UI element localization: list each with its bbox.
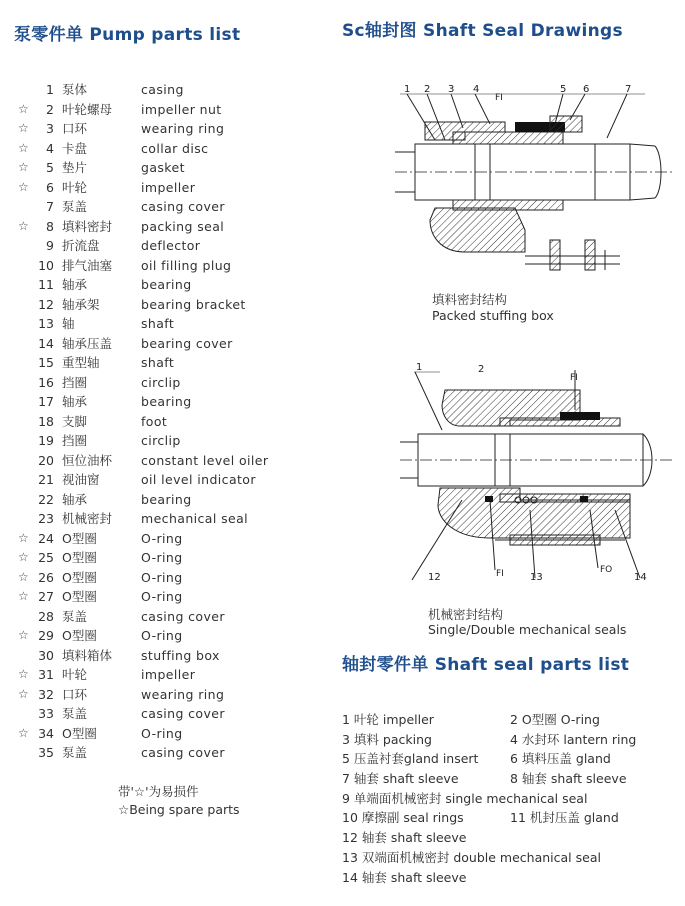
part-name-cn: 折流盘 — [62, 238, 100, 253]
part-name-cn: 填料密封 — [62, 218, 113, 234]
part-name-en: circlip — [141, 433, 181, 448]
part-name-en: casing cover — [141, 199, 225, 214]
part-name-en: O-ring — [141, 569, 183, 585]
part-star: ☆ — [18, 140, 29, 155]
part-star: ☆ — [18, 160, 29, 174]
seal-part-item: 9 单端面机械密封 single mechanical seal — [342, 790, 588, 806]
part-name-cn: 轴 — [62, 316, 75, 331]
part-star: ☆ — [18, 121, 29, 135]
part-name-en: constant level oiler — [141, 452, 269, 468]
part-number: 16 — [38, 374, 54, 390]
part-name-en: oil level indicator — [141, 472, 256, 487]
pump-part-row — [14, 626, 334, 646]
part-name-cn: 泵体 — [62, 82, 88, 97]
drawing1-label-3: 3 — [448, 84, 455, 95]
part-number: 8 — [46, 218, 54, 234]
pump-part-row — [14, 373, 334, 393]
pump-part-row — [14, 158, 334, 178]
pump-part-row — [14, 646, 334, 666]
part-number: 13 — [38, 316, 54, 331]
part-name-en: mechanical seal — [141, 511, 249, 526]
part-star: ☆ — [18, 589, 29, 603]
shaft-seal-parts-list — [342, 710, 682, 887]
part-name-en: wearing ring — [141, 121, 225, 136]
part-name-cn: 泵盖 — [62, 608, 88, 624]
seal-part-row — [342, 710, 682, 730]
part-number: 12 — [38, 296, 54, 312]
part-number: 26 — [38, 569, 54, 585]
part-name-en: impeller nut — [141, 101, 222, 117]
part-number: 7 — [46, 199, 54, 214]
seal-part-row — [342, 828, 682, 848]
seal-part-item: 14 轴套 shaft sleeve — [342, 869, 467, 885]
drawing1-label-2: 2 — [424, 84, 431, 95]
pump-part-row — [14, 353, 334, 373]
pump-part-row — [14, 256, 334, 276]
pump-part-row — [14, 529, 334, 549]
pump-part-row — [14, 568, 334, 588]
pump-part-row — [14, 724, 334, 744]
pump-part-row — [14, 178, 334, 198]
part-name-en: O-ring — [141, 589, 183, 604]
drawing2-caption-cn: 机械密封结构 — [428, 607, 504, 622]
drawing2-label-13: 13 — [530, 572, 543, 583]
packed-stuffing-box-drawing — [395, 80, 680, 285]
part-number: 3 — [46, 121, 54, 136]
seal-part-item: 2 O型圈 O-ring — [510, 712, 600, 727]
part-number: 15 — [38, 355, 54, 370]
drawing2-fi-top: FI — [570, 373, 578, 383]
seal-part-row — [342, 868, 682, 888]
part-name-cn: 泵盖 — [62, 745, 88, 760]
part-name-en: shaft — [141, 355, 175, 370]
part-name-cn: 垫片 — [62, 160, 88, 175]
part-name-en: collar disc — [141, 140, 209, 156]
drawing1-label-1: 1 — [404, 84, 411, 95]
part-name-cn: 恒位油杯 — [62, 452, 113, 468]
part-name-cn: 填料箱体 — [62, 647, 113, 663]
part-number: 2 — [46, 101, 54, 117]
part-name-cn: 叶轮螺母 — [62, 101, 113, 117]
pump-part-row — [14, 587, 334, 607]
seal-part-item: 6 填料压盖 gland — [510, 751, 611, 767]
pump-part-row — [14, 470, 334, 490]
part-number: 1 — [46, 82, 54, 97]
part-name-cn: 轴承架 — [62, 296, 100, 312]
pump-part-row — [14, 509, 334, 529]
part-name-cn: O型圈 — [62, 589, 97, 604]
part-name-en: stuffing box — [141, 647, 220, 663]
part-name-en: casing — [141, 82, 184, 97]
seal-part-item: 10 摩擦副 seal rings — [342, 810, 464, 826]
part-number: 23 — [38, 511, 54, 526]
mechanical-seal-drawing — [400, 360, 680, 585]
part-name-en: O-ring — [141, 550, 183, 565]
seal-part-item: 3 填料 packing — [342, 731, 432, 747]
pump-part-row — [14, 119, 334, 139]
part-name-en: deflector — [141, 238, 201, 253]
part-name-en: casing cover — [141, 706, 225, 721]
pump-part-row — [14, 197, 334, 217]
pump-part-row — [14, 80, 334, 100]
part-star: ☆ — [18, 628, 29, 642]
part-star: ☆ — [18, 686, 29, 701]
pump-part-row — [14, 412, 334, 432]
part-name-cn: 泵盖 — [62, 706, 88, 721]
seal-part-row — [342, 769, 682, 789]
part-star: ☆ — [18, 218, 29, 233]
part-name-en: wearing ring — [141, 686, 225, 702]
pump-part-row — [14, 704, 334, 724]
part-number: 34 — [38, 725, 54, 741]
part-name-en: impeller — [141, 667, 196, 682]
part-name-cn: 机械密封 — [62, 511, 113, 526]
pump-part-row — [14, 607, 334, 627]
part-number: 6 — [46, 179, 54, 195]
part-name-en: packing seal — [141, 218, 225, 234]
drawing2-fi-bottom: FI — [496, 569, 504, 579]
part-name-cn: 重型轴 — [62, 355, 100, 370]
pump-part-row — [14, 275, 334, 295]
seal-part-item: 4 水封环 lantern ring — [510, 731, 637, 747]
part-number: 25 — [38, 550, 54, 565]
seal-part-item: 11 机封压盖 gland — [510, 810, 619, 826]
drawing2-label-1: 1 — [416, 362, 423, 373]
seal-part-item: 12 轴套 shaft sleeve — [342, 830, 467, 846]
part-number: 28 — [38, 608, 54, 624]
part-number: 5 — [46, 160, 54, 175]
drawing1-label-4: 4 — [473, 84, 480, 95]
part-name-cn: 卡盘 — [62, 140, 88, 156]
seal-part-row — [342, 749, 682, 769]
drawing1-label-6: 6 — [583, 84, 590, 95]
part-number: 14 — [38, 335, 54, 351]
part-name-cn: 支脚 — [62, 413, 88, 429]
part-number: 31 — [38, 667, 54, 682]
part-name-en: gasket — [141, 160, 185, 175]
seal-part-item: 7 轴套 shaft sleeve — [342, 771, 459, 787]
part-number: 11 — [38, 277, 54, 292]
seal-part-row — [342, 808, 682, 828]
part-name-cn: 轴承 — [62, 394, 88, 409]
part-star: ☆ — [18, 101, 29, 116]
pump-part-row — [14, 295, 334, 315]
pump-part-row — [14, 685, 334, 705]
pump-part-row — [14, 743, 334, 763]
pump-part-row — [14, 665, 334, 685]
shaft-seal-parts-title: 轴封零件单 Shaft seal parts list — [342, 655, 630, 675]
part-number: 20 — [38, 452, 54, 468]
seal-part-item: 5 压盖衬套gland insert — [342, 751, 479, 767]
part-number: 33 — [38, 706, 54, 721]
part-number: 35 — [38, 745, 54, 760]
pump-part-row — [14, 490, 334, 510]
part-name-cn: 挡圈 — [62, 433, 88, 448]
part-star: ☆ — [18, 667, 29, 681]
pump-parts-title: 泵零件单 Pump parts list — [14, 25, 241, 45]
part-name-cn: 口环 — [62, 121, 88, 136]
part-name-en: O-ring — [141, 725, 183, 741]
part-number: 29 — [38, 628, 54, 643]
part-name-en: O-ring — [141, 530, 183, 546]
pump-part-row — [14, 392, 334, 412]
pump-part-row — [14, 431, 334, 451]
part-number: 4 — [46, 140, 54, 156]
part-number: 22 — [38, 491, 54, 507]
part-name-en: oil filling plug — [141, 257, 232, 273]
part-number: 27 — [38, 589, 54, 604]
part-name-cn: 叶轮 — [62, 179, 88, 195]
part-name-cn: 视油窗 — [62, 472, 100, 487]
pump-part-row — [14, 236, 334, 256]
part-number: 30 — [38, 647, 54, 663]
pump-part-row — [14, 100, 334, 120]
part-star: ☆ — [18, 725, 29, 740]
pump-part-row — [14, 548, 334, 568]
part-name-en: bearing — [141, 491, 192, 507]
part-star: ☆ — [18, 550, 29, 564]
pump-part-row — [14, 334, 334, 354]
pump-part-row — [14, 139, 334, 159]
seal-part-row — [342, 789, 682, 809]
part-number: 18 — [38, 413, 54, 429]
part-number: 10 — [38, 257, 54, 273]
part-name-cn: O型圈 — [62, 550, 97, 565]
part-number: 17 — [38, 394, 54, 409]
part-name-en: impeller — [141, 179, 196, 195]
part-name-cn: 挡圈 — [62, 374, 88, 390]
drawing1-caption-cn: 填料密封结构 — [432, 292, 508, 307]
part-name-en: foot — [141, 413, 168, 429]
part-name-cn: O型圈 — [62, 530, 97, 546]
drawing2-label-14: 14 — [634, 572, 647, 583]
part-star: ☆ — [18, 530, 29, 545]
part-name-en: casing cover — [141, 745, 225, 760]
part-number: 21 — [38, 472, 54, 487]
part-name-en: bearing bracket — [141, 296, 246, 312]
part-name-cn: 泵盖 — [62, 199, 88, 214]
drawing2-fo-label: FO — [600, 565, 613, 575]
part-name-en: bearing cover — [141, 335, 233, 351]
seal-part-item: 8 轴套 shaft sleeve — [510, 771, 627, 787]
part-name-en: shaft — [141, 316, 175, 331]
drawing2-caption-en: Single/Double mechanical seals — [428, 622, 627, 637]
part-name-en: casing cover — [141, 608, 225, 624]
part-name-cn: 排气油塞 — [62, 257, 113, 273]
part-star: ☆ — [18, 179, 29, 194]
part-name-cn: 轴承压盖 — [62, 335, 113, 351]
drawing1-label-5: 5 — [560, 84, 567, 95]
part-name-en: bearing — [141, 394, 192, 409]
spare-note-en: ☆Being spare parts — [118, 802, 240, 817]
drawing1-fi-label: FI — [495, 93, 503, 103]
seal-part-item: 13 双端面机械密封 double mechanical seal — [342, 849, 601, 865]
seal-part-item: 1 叶轮 impeller — [342, 712, 434, 727]
part-star: ☆ — [18, 569, 29, 584]
part-number: 9 — [46, 238, 54, 253]
part-name-en: bearing — [141, 277, 192, 292]
pump-parts-list — [14, 80, 334, 763]
seal-part-row — [342, 848, 682, 868]
pump-part-row — [14, 314, 334, 334]
part-number: 19 — [38, 433, 54, 448]
seal-part-row — [342, 730, 682, 750]
part-number: 24 — [38, 530, 54, 546]
part-name-cn: O型圈 — [62, 569, 97, 585]
drawing1-caption-en: Packed stuffing box — [432, 308, 554, 323]
part-name-cn: O型圈 — [62, 725, 97, 741]
drawing2-label-2: 2 — [478, 364, 485, 375]
pump-part-row — [14, 451, 334, 471]
drawing2-label-12: 12 — [428, 572, 441, 583]
part-name-cn: 叶轮 — [62, 667, 88, 682]
drawing1-label-7: 7 — [625, 84, 632, 95]
part-name-en: circlip — [141, 374, 181, 390]
shaft-seal-drawings-title: Sc轴封图 Shaft Seal Drawings — [342, 21, 623, 41]
spare-note-cn: 带'☆'为易损件 — [118, 784, 199, 799]
part-number: 32 — [38, 686, 54, 702]
part-name-cn: 口环 — [62, 686, 88, 702]
part-name-en: O-ring — [141, 628, 183, 643]
part-name-cn: 轴承 — [62, 491, 88, 507]
pump-part-row — [14, 217, 334, 237]
part-name-cn: O型圈 — [62, 628, 97, 643]
part-name-cn: 轴承 — [62, 277, 88, 292]
